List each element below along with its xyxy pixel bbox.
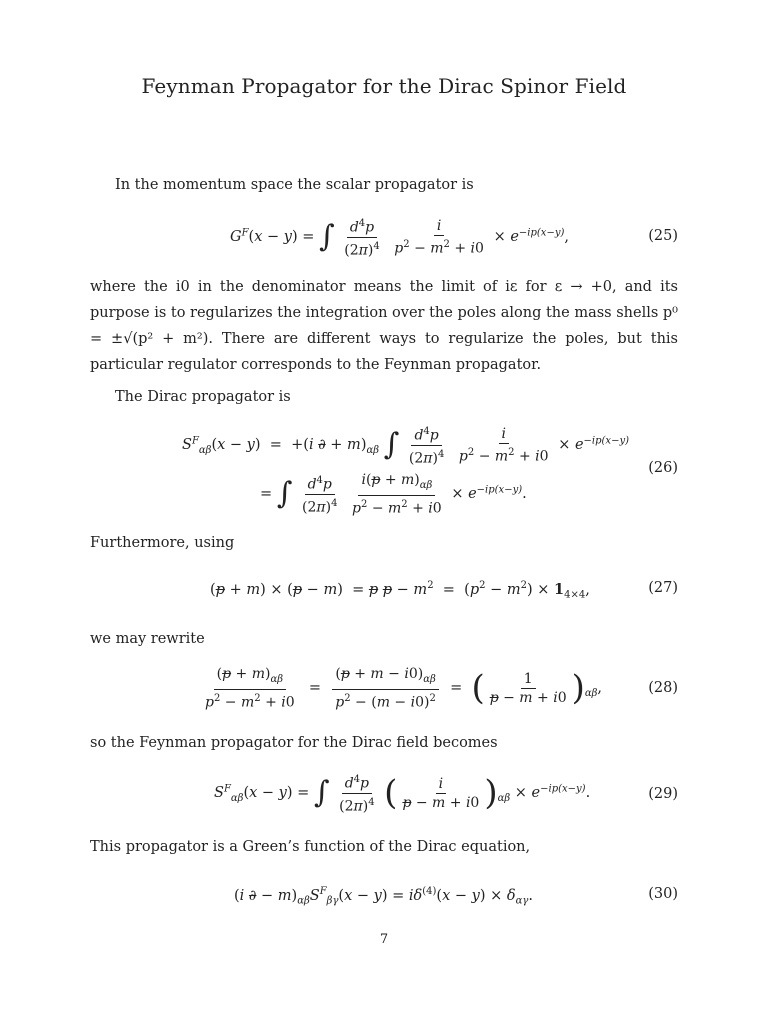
paragraph-furthermore: Furthermore, using: [90, 535, 235, 551]
paragraph-feynman-dirac: so the Feynman propagator for the Dirac field becomes: [90, 735, 498, 751]
equation-26-line-2: = ∫ $\frac{d^4p}{(2\pi)^4}$ $\frac{i(p + m)_{\alpha\beta}}{p^2 - m^2 + i0}$ × $e^{-ip(x-y)}$.: [260, 472, 527, 517]
page-title: Feynman Propagator for the Dirac Spinor Field: [141, 74, 627, 98]
equation-30-body: (i ∂ − $m)_{\alpha\beta}S^F_{\beta\gamma}(x - y) = i\delta^{(4)}(x - y) \times \delta_{\alpha\gamma}$.: [234, 886, 533, 907]
equation-28-body: $\frac{(p + m)_{\alpha\beta}}{p^2 - m^2 + i0}$ = $\frac{(p + m - i0)_{\alpha\beta}}{p^2 - (m - i0)^2}$ = ( $\frac{1}{p - m + i0}$ )$_{\alpha\beta}$,: [205, 666, 603, 711]
equation-30: [90, 884, 678, 910]
equation-number-26: (26): [648, 460, 678, 476]
paragraph-greens-function: This propagator is a Green’s function of the Dirac equation,: [90, 839, 531, 855]
page-number: 7: [379, 932, 389, 947]
equation-29-body: $S^F_{\alpha\beta}(x - y)$ = ∫ $\frac{d^4p}{(2\pi)^4}$ ( $\frac{i}{p - m + i0}$ )$_{\alpha\beta} \times e^{-ip(x-y)}$.: [214, 773, 591, 815]
equation-26-line-1: $S^F_{\alpha\beta}(x - y) = +(i$ ∂ + $m)_{\alpha\beta}$ ∫ $\frac{d^4p}{(2\pi)^4}$ $\frac{i}{p^2 - m^2 + i0}$ × $e^{-ip(x-y)}$: [182, 425, 629, 467]
equation-number-28: (28): [648, 680, 678, 696]
equation-27-body: (p + m) × (p − m) = p $p - m^2 = (p^2 - m^2) \times 1_{4\times 4}$,: [210, 580, 590, 601]
equation-28: [90, 664, 678, 716]
equation-number-30: (30): [648, 886, 678, 902]
paragraph-i0-explanation: where the i0 in the denominator means the limit of iε for ε → +0, and its purpose is to regularizes the integration over the poles along the mass shells p⁰ = ±√(p² + m²). There are different ways to regularize the poles, but this particular regulator corresponds to the Feynman propagator.: [90, 279, 678, 373]
equation-number-25: (25): [648, 228, 678, 244]
equation-27: [90, 578, 678, 604]
equation-number-29: (29): [648, 786, 678, 802]
equation-26: [90, 424, 678, 520]
paragraph-rewrite: we may rewrite: [90, 631, 205, 647]
equation-25-body: $G^F(x - y)$ = ∫ $\frac{d^4p}{(2\pi)^4}$ $\frac{i}{p^2 - m^2 + i0}$ × $e^{-ip(x-y)}$,: [230, 217, 569, 259]
paragraph-scalar-intro: In the momentum space the scalar propagator is: [115, 177, 474, 193]
equation-29: [90, 770, 678, 822]
equation-number-27: (27): [648, 580, 678, 596]
paragraph-dirac-intro: The Dirac propagator is: [115, 389, 291, 405]
equation-25: [90, 212, 678, 264]
